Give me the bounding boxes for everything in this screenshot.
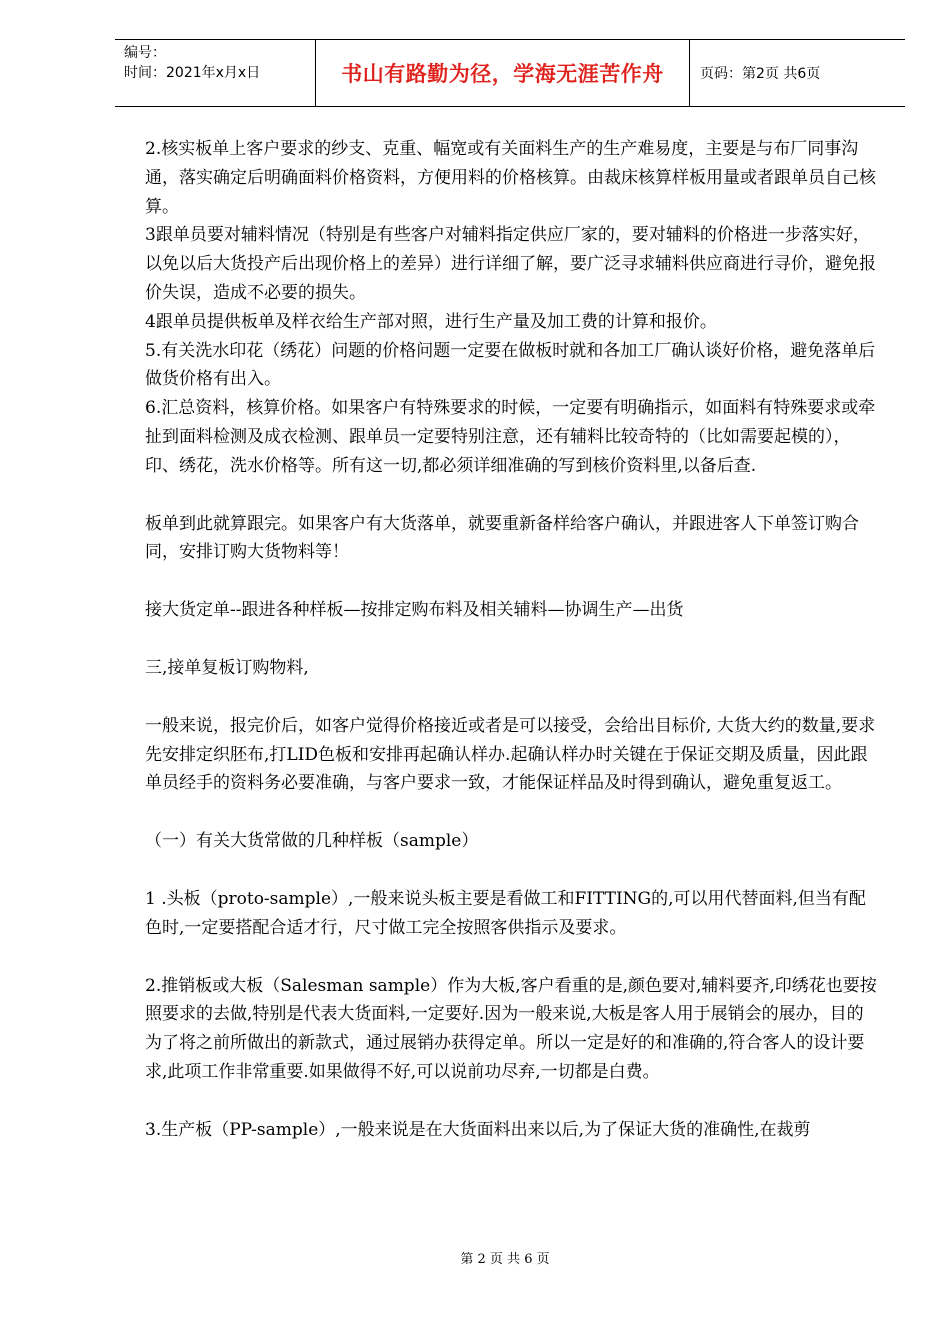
section-heading: 三,接单复板订购物料, <box>145 657 309 678</box>
document-time-label: 时间：2021年x月x日 <box>124 65 261 81</box>
paragraph: 3.生产板（PP-sample）,一般来说是在大货面料出来以后,为了保证大货的准确性,在裁剪 <box>145 1119 811 1140</box>
paragraph: 3跟单员要对辅料情况（特别是有些客户对辅料指定供应厂家的，要对辅料的价格进一步落实好，以免以后大货投产后出现价格上的差异）进行详细了解，要广泛寻求辅料供应商进行寻价，避免报价失误，造成不必要的损失。 <box>145 225 876 303</box>
page-header <box>115 39 905 107</box>
paragraph: 一般来说，报完价后，如客户觉得价格接近或者是可以接受，会给出目标价, 大货大约的数量,要求先安排定织胚布,打LID色板和安排再起确认样办.起确认样办时关键在于保证交期及质量，因此跟单员经手的资料务必要准确，与客户要求一致，才能保证样品及时得到确认，避免重复返工。 <box>145 715 876 794</box>
paragraph: 4跟单员提供板单及样衣给生产部对照，进行生产量及加工费的计算和报价。 <box>145 311 717 332</box>
page-footer: 第 2 页 共 6 页 <box>460 1252 550 1267</box>
paragraph: 接大货定单--跟进各种样板—按排定购布料及相关辅料—协调生产—出货 <box>145 600 684 621</box>
header-page-info: 页码：第2页 共6页 <box>700 66 821 82</box>
document-body <box>145 135 880 1145</box>
paragraph: 2.推销板或大板（Salesman sample）作为大板,客户看重的是,颜色要对,辅料要齐,印绣花也要按照要求的去做,特别是代表大货面料,一定要好.因为一般来说,大板是客人用于展销会的展办，目的为了将之前所做出的新款式，通过展销办获得定单。所以一定是好的和准确的,符合客人的设计要求,此项工作非常重要.如果做得不好,可以说前功尽弃,一切都是白费。 <box>145 975 877 1082</box>
subsection-heading: （一）有关大货常做的几种样板（sample） <box>145 831 479 852</box>
paragraph: 板单到此就算跟完。如果客户有大货落单，就要重新备样给客户确认，并跟进客人下单签订购合同，安排订购大货物料等！ <box>145 513 859 563</box>
document-number-label: 编号： <box>124 45 166 61</box>
paragraph: 2.核实板单上客户要求的纱支、克重、幅宽或有关面料生产的生产难易度，主要是与布厂同事沟通，落实确定后明确面料价格资料，方便用料的价格核算。由裁床核算样板用量或者跟单员自己核算。 <box>145 139 876 217</box>
header-meta <box>115 40 316 106</box>
paragraph: 1 .头板（proto-sample）,一般来说头板主要是看做工和FITTING的,可以用代替面料,但当有配色时,一定要搭配合适才行，尺寸做工完全按照客供指示及要求。 <box>145 888 866 938</box>
header-motto: 书山有路勤为径，学海无涯苦作舟 <box>316 40 690 106</box>
paragraph: 5.有关洗水印花（绣花）问题的价格问题一定要在做板时就和各加工厂确认谈好价格，避免落单后做货价格有出入。 <box>145 340 876 390</box>
paragraph: 6.汇总资料，核算价格。如果客户有特殊要求的时候，一定要有明确指示，如面料有特殊要求或牵扯到面料检测及成衣检测、跟单员一定要特别注意，还有辅料比较奇特的（比如需要起模的），印、绣花，洗水价格等。所有这一切,都必须详细准确的写到核价资料里,以备后查. <box>145 398 876 476</box>
